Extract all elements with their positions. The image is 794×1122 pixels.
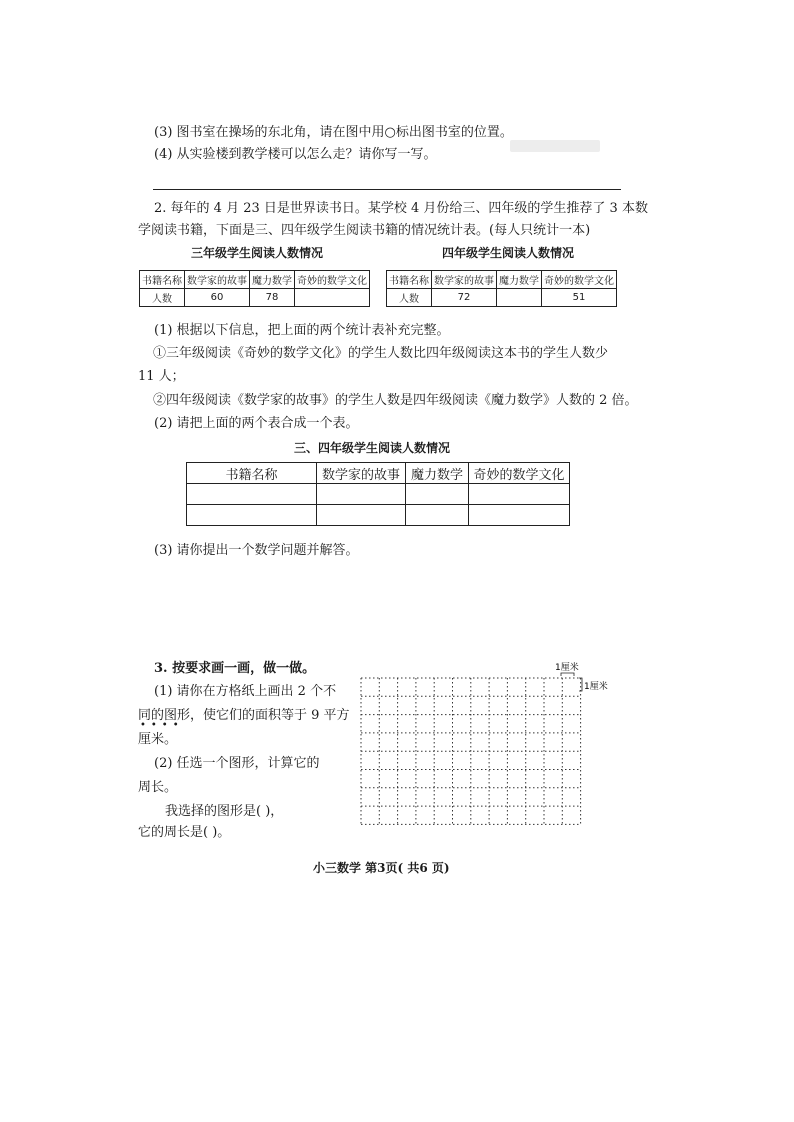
q3-p1-line1: (1) 请你在方格纸上画出 2 个不 [154, 684, 337, 699]
table-cell: 数学家的故事 [185, 271, 250, 289]
q2-sub3: (3) 请你提出一个数学问题并解答。 [154, 543, 359, 558]
q3-perimeter: 它的周长是( )。 [138, 825, 231, 840]
combined-table-title: 三、四年级学生阅读人数情况 [294, 441, 451, 455]
table-cell: 魔力数学 [250, 271, 295, 289]
q1-item-3: (3) 图书室在操场的东北角，请在图中用○标出图书室的位置。 [154, 125, 513, 140]
table-cell: 书籍名称 [140, 271, 185, 289]
table-cell: 奇妙的数学文化 [469, 463, 570, 484]
table-grade3-title: 三年级学生阅读人数情况 [191, 246, 324, 260]
table-cell: 60 [185, 289, 250, 307]
table-cell: 书籍名称 [187, 463, 317, 484]
table-cell: 数学家的故事 [317, 463, 406, 484]
table-cell-blank[interactable] [317, 505, 406, 526]
combined-table [186, 462, 570, 526]
q3-p1-line3: 厘米。 [138, 732, 178, 747]
grid-unit-width-label: 1厘米 [555, 663, 579, 673]
q2-clue2: ②四年级阅读《数学家的故事》的学生人数是四年级阅读《魔力数学》人数的 2 倍。 [153, 393, 638, 408]
table-cell: 奇妙的数学文化 [542, 271, 617, 289]
dotted-grid-paper[interactable] [350, 656, 620, 826]
q2-sub2: (2) 请把上面的两个表合成一个表。 [154, 416, 359, 431]
table-cell-blank[interactable] [295, 289, 370, 307]
q2-intro-line1: 2. 每年的 4 月 23 日是世界读书日。某学校 4 月份给三、四年级的学生推荐了 3 本数 [154, 201, 648, 216]
q2-sub1: (1) 根据以下信息，把上面的两个统计表补充完整。 [154, 323, 450, 338]
table-cell-blank[interactable] [187, 505, 317, 526]
table-cell: 人数 [387, 289, 432, 307]
table-row [187, 463, 570, 484]
table-grade4 [386, 270, 617, 307]
table-cell: 数学家的故事 [432, 271, 497, 289]
table-cell-blank[interactable] [406, 484, 469, 505]
table-grade4-title: 四年级学生阅读人数情况 [442, 246, 575, 260]
answer-line [153, 189, 621, 190]
table-row [140, 271, 370, 289]
table-grade3 [139, 270, 370, 307]
scan-smudge [510, 140, 600, 152]
table-row [387, 271, 617, 289]
table-cell: 72 [432, 289, 497, 307]
table-cell: 书籍名称 [387, 271, 432, 289]
table-cell: 51 [542, 289, 617, 307]
table-cell: 78 [250, 289, 295, 307]
q2-clue1-line1: ①三年级阅读《奇妙的数学文化》的学生人数比四年级阅读这本书的学生人数少 [153, 346, 609, 361]
q3-chosen-shape: 我选择的图形是( )， [165, 804, 284, 819]
table-cell: 人数 [140, 289, 185, 307]
grid-unit-height-label: 1厘米 [584, 682, 608, 692]
q3-p2-line1: (2) 任选一个图形，计算它的 [154, 756, 320, 771]
table-row [140, 289, 370, 307]
table-cell: 奇妙的数学文化 [295, 271, 370, 289]
table-row [387, 289, 617, 307]
table-cell: 魔力数学 [406, 463, 469, 484]
table-row [187, 505, 570, 526]
table-cell: 魔力数学 [497, 271, 542, 289]
table-cell-blank[interactable] [317, 484, 406, 505]
width-bracket [561, 673, 574, 676]
page-footer: 小三数学 第3页( 共6 页) [313, 861, 450, 875]
table-cell-blank[interactable] [497, 289, 542, 307]
table-cell-blank[interactable] [469, 505, 570, 526]
q1-item-4: (4) 从实验楼到教学楼可以怎么走？请你写一写。 [154, 147, 437, 162]
q3-p1-line2: 同的图形，使它们的面积等于 9 平方 [138, 708, 350, 723]
q3-p2-line2: 周长。 [138, 780, 178, 795]
q2-clue1-line2: 11 人； [138, 369, 185, 384]
emphasis-dots: •••• [140, 720, 184, 731]
table-cell-blank[interactable] [406, 505, 469, 526]
q2-intro-line2: 学阅读书籍，下面是三、四年级学生阅读书籍的情况统计表。(每人只统计一本) [138, 223, 591, 238]
table-cell-blank[interactable] [469, 484, 570, 505]
height-bracket [579, 678, 582, 691]
table-row [187, 484, 570, 505]
grid-lines [361, 678, 581, 824]
table-cell-blank[interactable] [187, 484, 317, 505]
q3-intro: 3. 按要求画一画，做一做。 [154, 661, 316, 676]
